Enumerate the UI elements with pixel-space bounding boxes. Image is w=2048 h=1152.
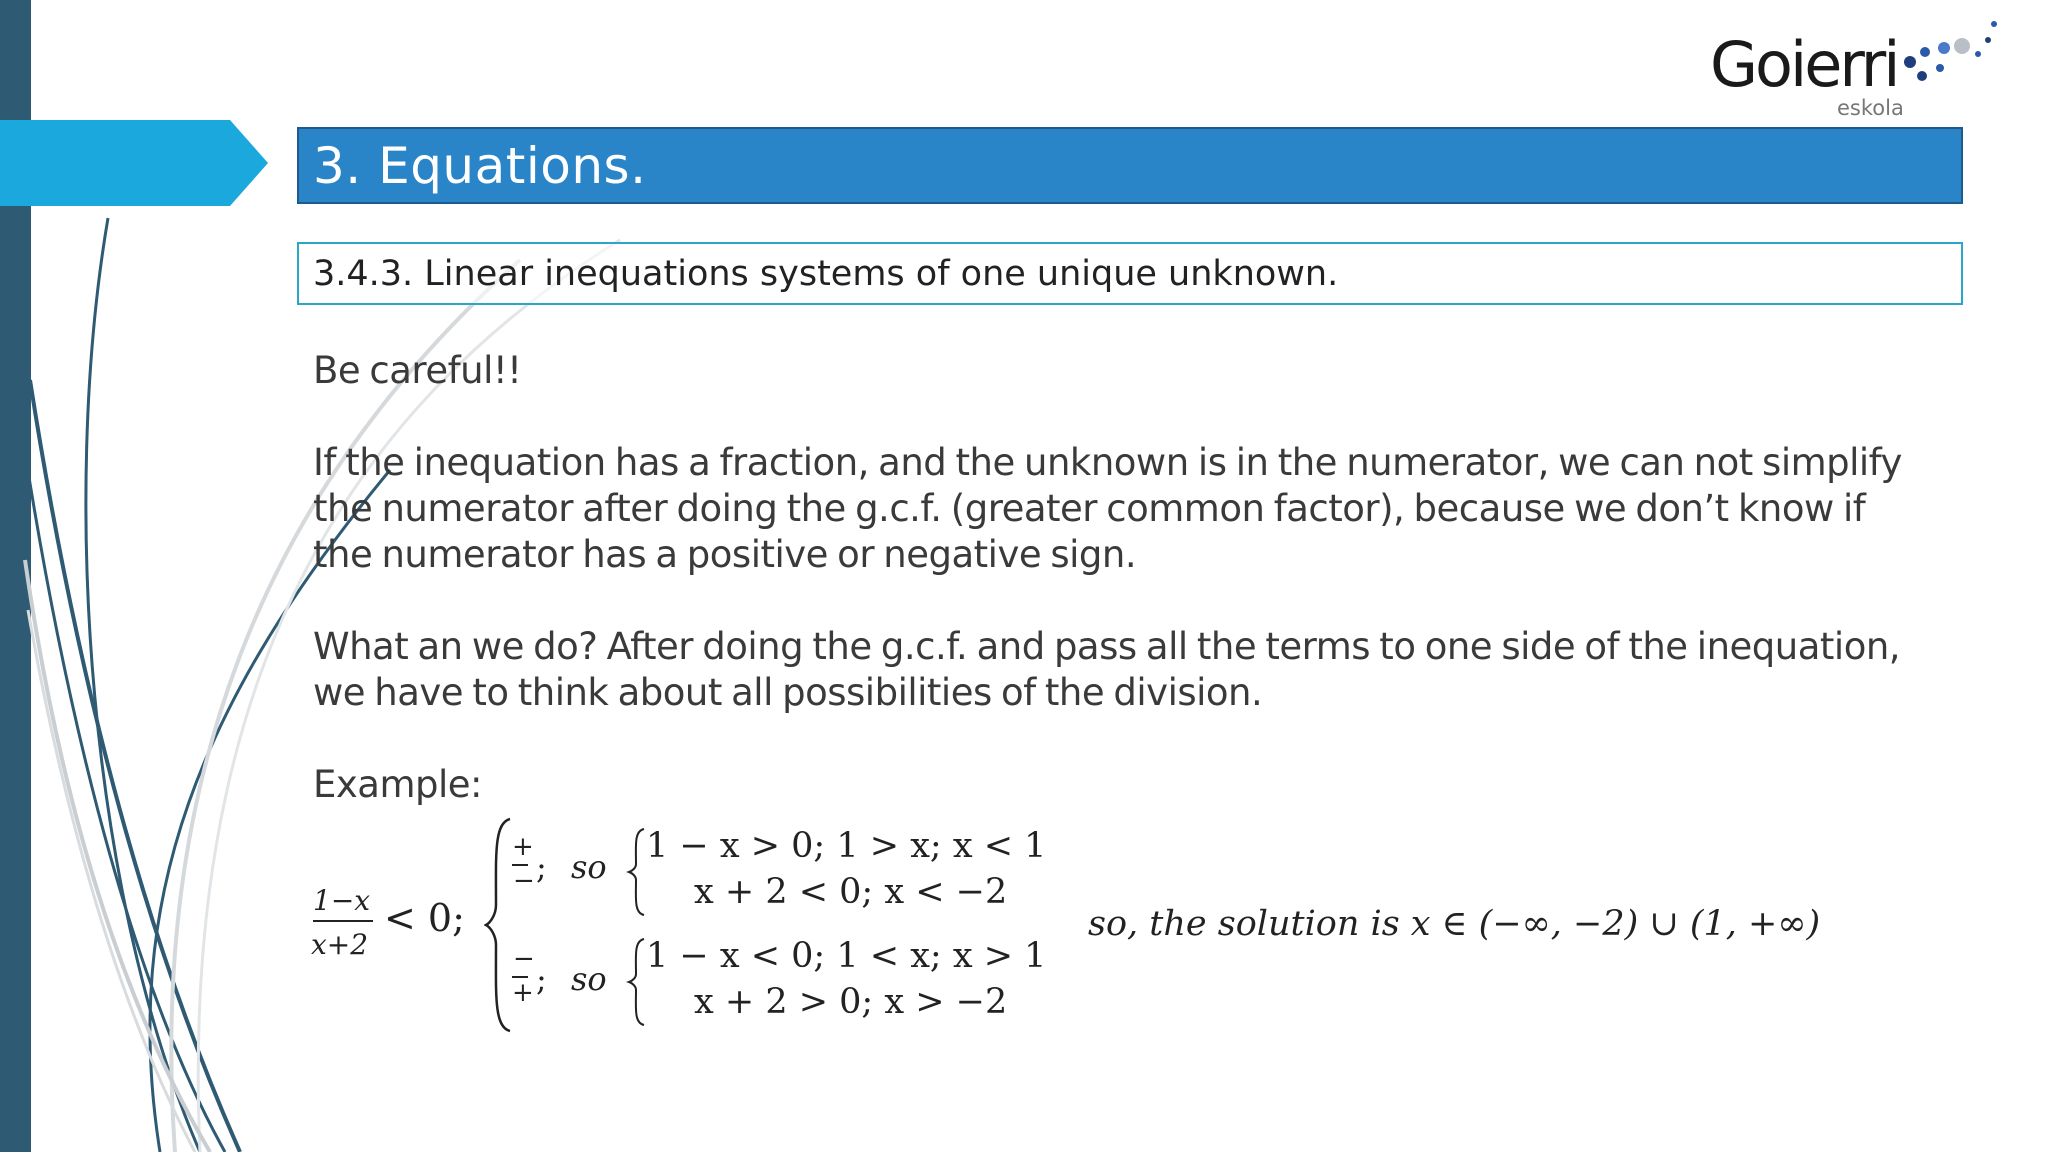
- case1-line1: 1 − x > 0; 1 > x; x < 1: [646, 826, 1047, 866]
- section-subtitle: 3.4.3. Linear inequations systems of one unique unknown.: [313, 253, 1339, 294]
- fraction-bar: [313, 920, 373, 922]
- paragraph-fraction-rule: If the inequation has a fraction, and the unknown is in the numerator, we can not simplify the numerator after doing the g.c.f. (greater common factor), because we don’t know if the numerator has a positive or negative sign.: [313, 441, 1902, 576]
- careful-note: Be careful!!: [313, 349, 522, 392]
- page-title: 3. Equations.: [313, 136, 647, 195]
- fraction-denominator: x+2: [311, 928, 369, 961]
- case2-line1: 1 − x < 0; 1 < x; x > 1: [646, 936, 1047, 976]
- case1-semicolon: ;: [536, 848, 547, 886]
- case2-so: so: [571, 960, 607, 998]
- case1-so: so: [571, 848, 607, 886]
- solution-text: so, the solution is x ∈ (−∞, −2) ∪ (1, +∞): [1088, 904, 1821, 944]
- case1-line2: x + 2 < 0; x < −2: [694, 872, 1008, 912]
- paragraph-what-to-do: What an we do? After doing the g.c.f. and pass all the terms to one side of the inequation, we have to think about all possibilities of the division.: [313, 625, 1901, 714]
- less-than-zero: < 0;: [384, 896, 465, 940]
- case1-sign-top: +: [512, 832, 534, 862]
- case2-sign-top: −: [513, 944, 535, 974]
- fraction-numerator: 1−x: [313, 884, 371, 917]
- case2-line2: x + 2 > 0; x > −2: [694, 982, 1008, 1022]
- case2-brace-icon: [626, 936, 646, 1028]
- case2-semicolon: ;: [536, 960, 547, 998]
- logo-subtitle: eskola: [1837, 96, 1904, 120]
- case2-sign-bottom: +: [512, 978, 534, 1008]
- case1-sign-bottom: −: [513, 866, 535, 896]
- case1-brace-icon: [626, 826, 646, 918]
- big-brace-icon: [484, 815, 514, 1035]
- logo-wordmark: Goierri: [1710, 28, 1898, 101]
- example-label: Example:: [313, 763, 482, 806]
